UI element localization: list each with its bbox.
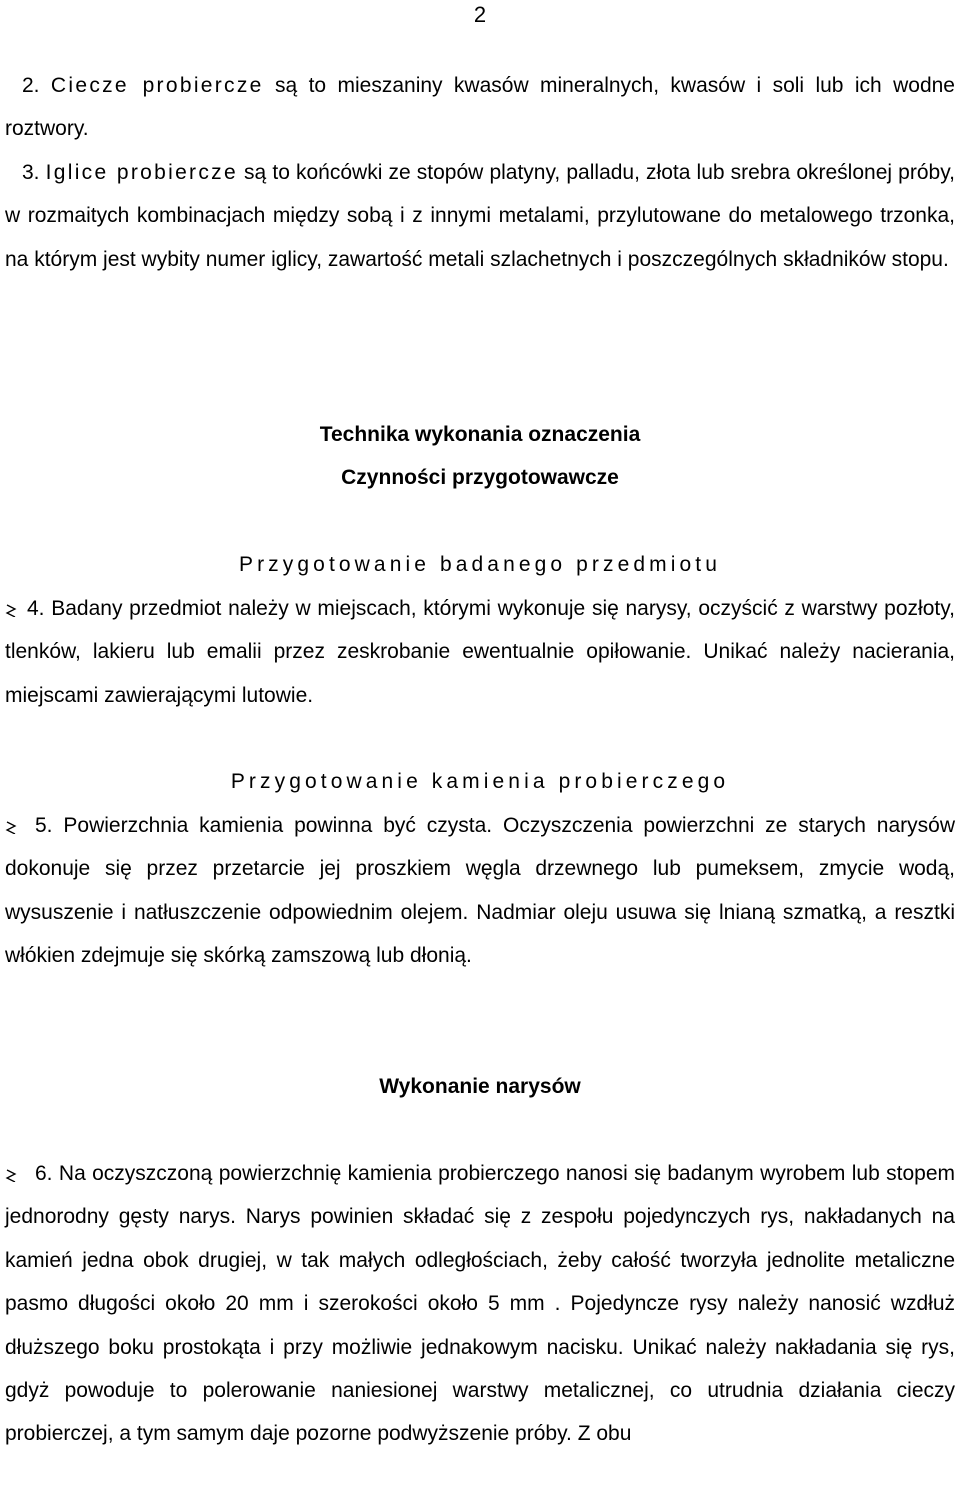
list-marker-icon xyxy=(5,601,27,617)
item-3-paragraph xyxy=(5,151,955,281)
item-6-paragraph xyxy=(5,1152,955,1456)
item-5-text: Powierzchnia kamienia powinna być czysta. Oczyszczenia powierzchni ze starych narysów dokonuje się przez przetarcie jej proszkiem węgla drzewnego lub pumeksem, zmycie wodą, wysuszenie i natłuszczenie odpowiednim olejem. Nadmiar oleju usuwa się lnianą szmatką, a resztki włókien zdejmuje się skórką zamszową lub dłonią. xyxy=(5,814,955,968)
item-2-number: 2. xyxy=(22,74,40,97)
heading-execution: Wykonanie narysów xyxy=(379,1075,581,1098)
subheading-prep-object: Przygotowanie badanego przedmiotu xyxy=(238,553,722,576)
list-marker-icon xyxy=(5,818,27,834)
item-5-paragraph xyxy=(5,804,955,978)
item-6-text: Na oczyszczoną powierzchnię kamienia probierczego nanosi się badanym wyrobem lub stopem jednorodny gęsty narys. Narys powinien składać się z zespołu pojedynczych rys, nakładanych na kamień jedna obok drugiej, w tak małych odległościach, żeby całość tworzyła jednolite metaliczne pasmo długości około 20 mm i szerokości około 5 mm . Pojedyncze rysy należy nanosić wzdłuż dłuższego boku prostokąta i przy możliwie jednakowym nacisku. Unikać należy nakładania się rys, gdyż powoduje to polerowanie naniesionej warstwy metalicznej, co utrudnia działania cieczy probierczej, a tym samym daje pozorne podwyższenie próby. Z obu xyxy=(5,1162,955,1446)
page-number: 2 xyxy=(473,2,487,27)
item-2-lead: Ciecze probiercze xyxy=(50,74,264,97)
subheading-prep-stone: Przygotowanie kamienia probierczego xyxy=(230,770,730,793)
item-5-number: 5. xyxy=(35,814,53,837)
item-6-number: 6. xyxy=(35,1162,53,1185)
item-2-text: są to mieszaniny kwasów mineralnych, kwasów i soli lub ich wodne roztwory. xyxy=(5,74,955,141)
heading-prep-actions: Czynności przygotowawcze xyxy=(341,466,619,489)
item-4-number: 4. xyxy=(27,597,45,620)
item-3-lead: Iglice probiercze xyxy=(45,161,238,184)
item-3-number: 3. xyxy=(22,161,40,184)
item-4-text: Badany przedmiot należy w miejscach, którymi wykonuje się narysy, oczyścić z warstwy pozłoty, tlenków, lakieru lub emalii przez zeskrobanie ewentualnie opiłowanie. Unikać należy nacierania, miejscami zawierającymi lutowie. xyxy=(5,597,955,707)
item-3-text: są to końcówki ze stopów platyny, palladu, złota lub srebra określonej próby, w rozmaitych kombinacjach między sobą i z innymi metalami, przylutowane do metalowego trzonka, na którym jest wybity numer iglicy, zawartość metali szlachetnych i poszczególnych składników stopu. xyxy=(5,161,955,271)
item-4-paragraph xyxy=(5,587,955,717)
heading-technique: Technika wykonania oznaczenia xyxy=(319,423,641,446)
item-2-paragraph xyxy=(5,64,955,151)
list-marker-icon xyxy=(5,1166,27,1182)
